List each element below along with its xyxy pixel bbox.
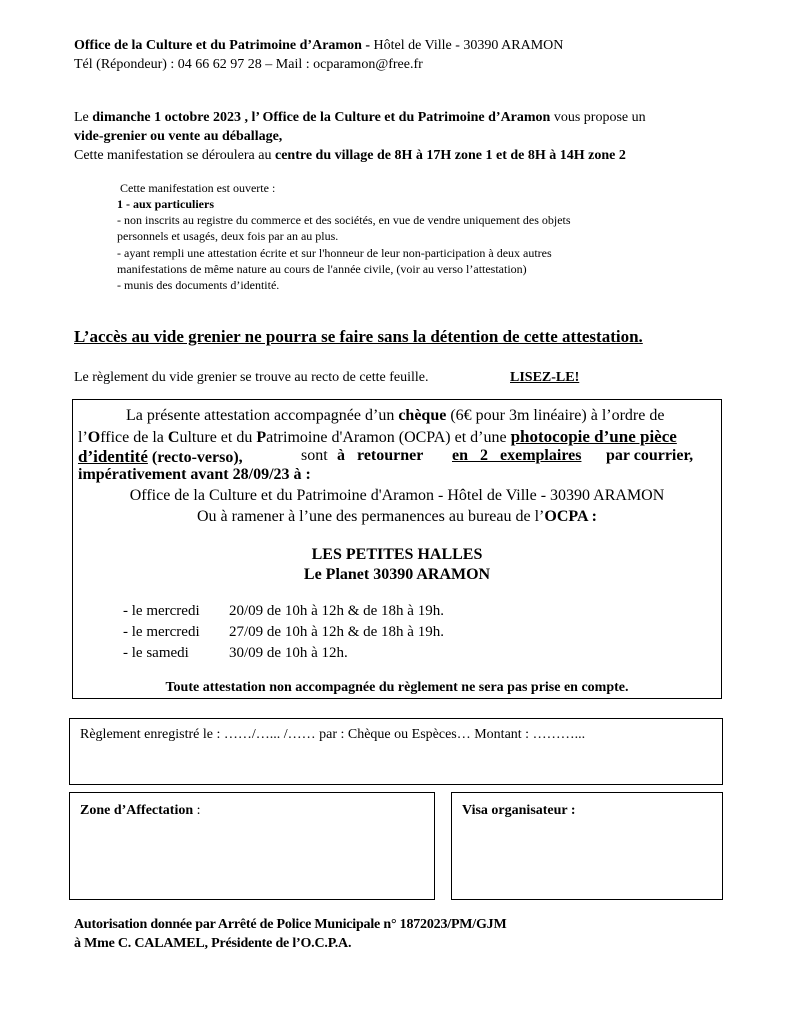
org-name: Office de la Culture et du Patrimoine d’Aramon - [74,38,371,53]
copies-label: en 2 exemplaires [452,447,582,464]
conditions-line: - munis des documents d’identité. [117,278,280,292]
slot-day: - le samedi [123,645,189,661]
ocpa-label: OCPA : [544,508,597,525]
org-address: Hôtel de Ville - 30390 ARAMON [370,38,564,53]
box-footer-notice: Toute attestation non accompagnée du règlement ne sera pas prise en compte. [165,680,629,695]
permanences-intro [74,508,720,526]
slot-time: 20/09 de 10h à 12h & de 18h à 19h. [229,603,444,619]
box-text: (6€ pour 3m linéaire) à l’ordre de [446,407,665,424]
zone-label [80,803,201,819]
return-address: Office de la Culture et du Patrimoine d'Aramon - Hôtel de Ville - 30390 ARAMON [129,487,665,504]
box-line-2 [78,427,677,447]
conditions-line: personnels et usagés, deux fois par an au plus. [117,229,339,243]
intro-line-1 [74,110,646,126]
access-notice: L’accès au vide grenier ne pourra se faire sans la détention de cette attestation. [74,327,643,346]
box-text: à : [289,466,311,483]
slot-day: - le mercredi [123,624,200,640]
box-text: atrimoine d'Aramon (OCPA) et d’une [266,429,511,446]
zone-label-text: Zone d’Affectation [80,803,194,818]
box-line-4 [78,466,311,484]
photocopy-label: photocopie d’une pièce [510,427,677,446]
deadline-label: impérativement avant 28/09/23 [78,466,290,483]
box-text: ffice de la [100,429,168,446]
conditions-line: - ayant rempli une attestation écrite et sur l'honneur de leur non-participation à deux autres [117,246,552,260]
conditions-line: manifestations de même nature au cours de l'année civile, (voir au verso l’attestation) [117,262,527,276]
box-text: Ou à ramener à l’une des permanences au bureau de l’ [197,508,545,525]
mail-label: par courrier, [606,447,694,464]
slot-day: - le mercredi [123,603,200,619]
intro-schedule: centre du village de 8H à 17H zone 1 et de 8H à 14H zone 2 [274,148,626,163]
intro-text: Cette manifestation se déroulera au [74,148,275,163]
event-date: dimanche 1 octobre 2023 , [92,110,248,125]
box-text: l’ [78,429,88,446]
recto-verso-label: (recto-verso), [147,449,243,466]
box-text: P [256,429,267,446]
box-text: C [167,429,180,446]
header-line-1 [74,38,563,54]
cheque-label: chèque [398,407,447,424]
conditions-title: Cette manifestation est ouverte : [120,181,276,195]
authorization-line-2: à Mme C. CALAMEL, Présidente de l’O.C.P.A. [74,936,352,951]
payment-record-line: Règlement enregistré le : ……/…... /…… par : Chèque ou Espèces… Montant : ………... [80,727,586,742]
header-contact: Tél (Répondeur) : 04 66 62 97 28 – Mail : ocparamon@free.fr [74,57,423,72]
slot-time: 30/09 de 10h à 12h. [229,645,348,661]
intro-line-2: vide-grenier ou vente au déballage, [74,129,283,144]
venue-address: Le Planet 30390 ARAMON [303,566,491,583]
slot-time: 27/09 de 10h à 12h & de 18h à 19h. [229,624,444,640]
rules-text: Le règlement du vide grenier se trouve au recto de cette feuille. [74,370,429,385]
box-text: La présente attestation accompagnée d’un [126,407,399,424]
identity-label: d’identité [78,447,148,466]
intro-text: vous propose un [550,110,646,125]
read-it-notice: LISEZ-LE! [510,370,580,385]
authorization-line-1: Autorisation donnée par Arrêté de Police Municipale n° 1872023/PM/GJM [74,917,507,932]
intro-line-3 [74,148,626,164]
box-line-1 [126,407,664,425]
box-line-3-sont: sont [301,447,328,464]
zone-label-colon: : [193,803,201,818]
venue-name: LES PETITES HALLES [311,546,483,563]
intro-text: Le [74,110,93,125]
conditions-item-1: 1 - aux particuliers [117,197,214,211]
conditions-line: - non inscrits au registre du commerce et des sociétés, en vue de vendre uniquement des objets [117,213,571,227]
box-text: O [87,429,101,446]
visa-label: Visa organisateur : [462,803,576,818]
return-label: à retourner [337,447,424,464]
intro-text: l’ [247,110,263,125]
box-text: ulture et du [179,429,257,446]
box-line-3 [78,447,243,467]
intro-org: Office de la Culture et du Patrimoine d’Aramon [262,110,551,125]
